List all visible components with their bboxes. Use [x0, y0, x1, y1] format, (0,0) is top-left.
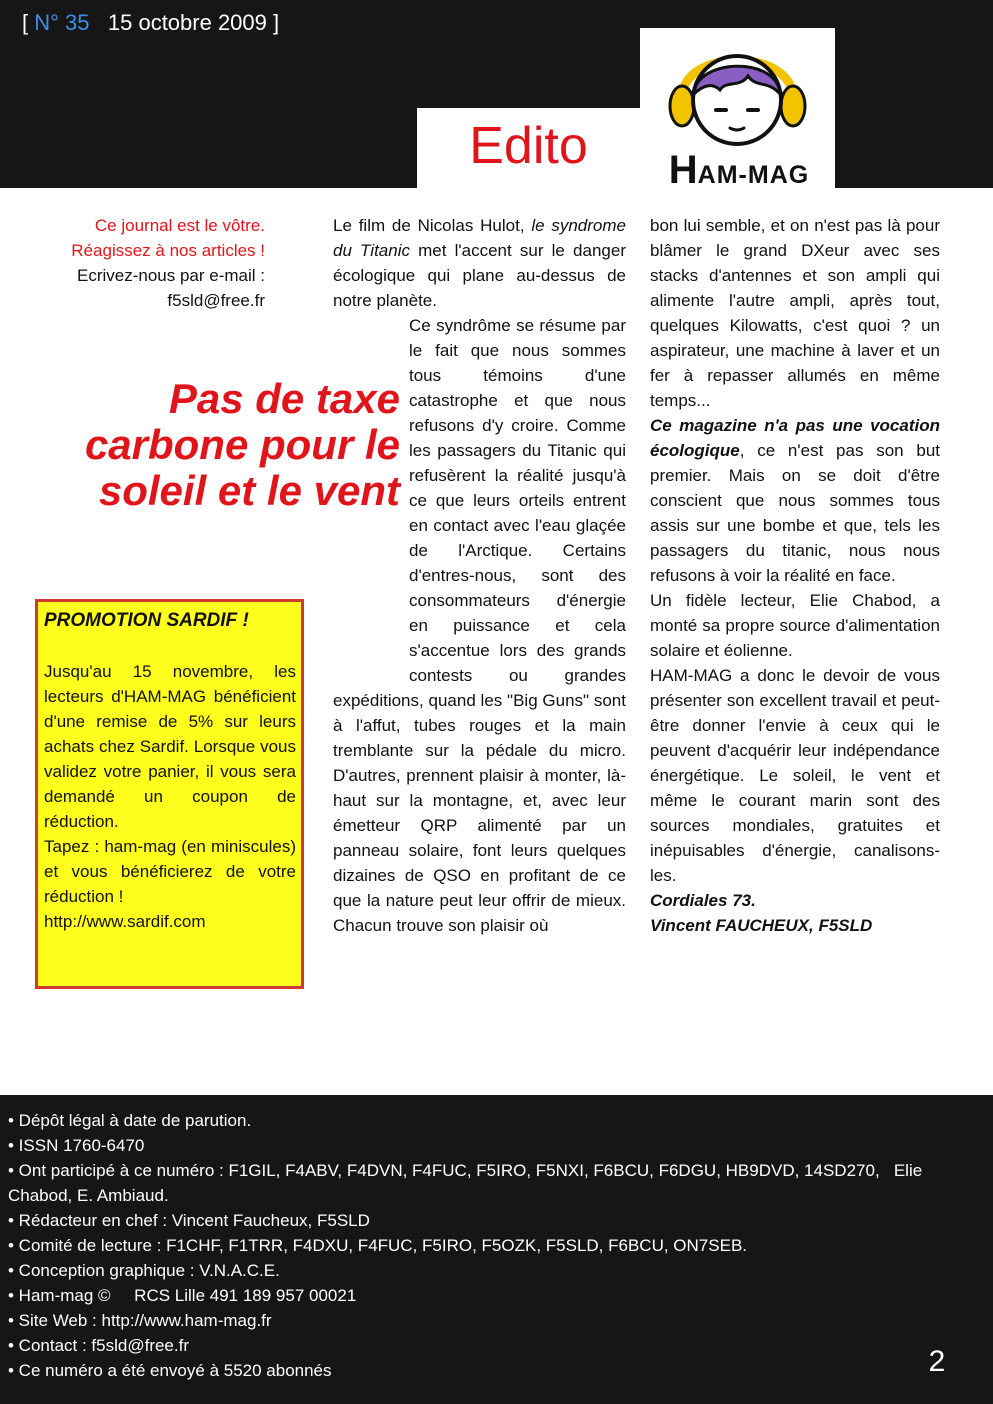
- issue-date: 15 octobre 2009 ]: [107, 10, 280, 35]
- article-headline: Pas de taxe carbone pour le soleil et le vent: [84, 375, 400, 514]
- credit-line: • Conception graphique : V.N.A.C.E.: [8, 1261, 280, 1280]
- mascot-icon: [640, 28, 835, 153]
- contact-line: Réagissez à nos articles !: [71, 241, 265, 260]
- article-paragraph: Ce magazine n'a pas une vocation écologique, ce n'est pas son but premier. Mais on se doit d'être conscient que nous sommes tous assis sur une bombe et que, tels les passagers du titanic, nous nous refusons à voir la réalité en face.: [650, 416, 940, 585]
- credit-line: • Ham-mag © RCS Lille 491 189 957 00021: [8, 1286, 357, 1305]
- credit-line: • Site Web : http://www.ham-mag.fr: [8, 1311, 272, 1330]
- contact-email: f5sld@free.fr: [167, 291, 265, 310]
- section-title: Edito: [469, 117, 588, 175]
- article-column-middle: [333, 213, 626, 938]
- contact-line: Ecrivez-nous par e-mail :: [76, 266, 265, 285]
- closing-line: Cordiales 73.: [650, 891, 756, 910]
- credit-line: • Dépôt légal à date de parution.: [8, 1111, 252, 1130]
- article-paragraph: HAM-MAG a donc le devoir de vous présenter son excellent travail et peut-être donner l'envie à ceux qui le peuvent d'acquérir leur indépendance énergétique. Le soleil, le vent et même le courant marin sont des sources mondiales, gratuites et inépuisables d'énergie, canalisons-les.: [650, 666, 940, 885]
- page-footer: [0, 1095, 993, 1404]
- section-title-box: [417, 108, 640, 188]
- issue-number: N° 35: [34, 10, 90, 35]
- article-paragraph: Le film de Nicolas Hulot, le syndrome du Titanic met l'accent sur le danger écologique qui plane au-dessus de notre planète.: [333, 216, 626, 310]
- issue-info: [22, 10, 279, 36]
- contact-line: Ce journal est le vôtre.: [94, 216, 265, 235]
- credit-line: • Contact : f5sld@free.fr: [8, 1336, 189, 1355]
- article-paragraph: Un fidèle lecteur, Elie Chabod, a monté sa propre source d'alimentation solaire et éolienne.: [650, 591, 940, 660]
- article-paragraph: Ce syndrôme se résume par le fait que nous sommes tous témoins d'une catastrophe et que nous refusons d'y croire. Comme les passagers du Titanic qui refusèrent la réalité jusqu'à ce que leurs orteils entrent en contact avec l'eau glaçée de l'Arctique. Certains d'entres-nous, sont des consommateurs d'énergie en puissance et cela s'accentue lors des grands contests ou grandes expéditions, quand les "Big Guns" sont à l'affut, tubes rouges et la main tremblante sur la pédale du micro. D'autres, prennent plaisir à monter, là-haut sur la montagne, et, avec leur émetteur QRP alimenté par un panneau solaire, font leurs quelques dizaines de QSO en profitant de ce que la nature peut leur offrir de mieux. Chacun trouve son plaisir où: [333, 316, 626, 935]
- promo-link[interactable]: http://www.sardif.com: [44, 912, 206, 931]
- article-paragraph: bon lui semble, et on n'est pas là pour blâmer le grand DXeur avec ses stacks d'antennes et son ampli qui alimente l'autre ampli, après tout, quelques Kilowatts, c'est quoi ? un aspirateur, une machine à laver et un fer à repasser allumés en même temps...: [650, 216, 940, 410]
- headline-spacer: [333, 313, 409, 688]
- credit-line: • Rédacteur en chef : Vincent Faucheux, F5SLD: [8, 1211, 370, 1230]
- promo-paragraph: Jusqu'au 15 novembre, les lecteurs d'HAM-MAG bénéficient d'une remise de 5% sur leurs achats chez Sardif. Lorsque vous validez votre panier, il vous sera demandé un coupon de réduction.: [44, 662, 296, 831]
- ham-mag-logo: [640, 28, 835, 188]
- contact-note: [20, 213, 265, 313]
- credit-line: • Ce numéro a été envoyé à 5520 abonnés: [8, 1361, 332, 1380]
- article-column-right: [650, 213, 940, 938]
- promo-box: [35, 599, 304, 989]
- page-header: [0, 0, 993, 188]
- credit-line: • ISSN 1760-6470: [8, 1136, 145, 1155]
- promo-paragraph: Tapez : ham-mag (en miniscules) et vous bénéficierez de votre réduction !: [44, 837, 296, 906]
- issue-bracket: [: [22, 10, 29, 35]
- promo-title: PROMOTION SARDIF !: [44, 610, 249, 631]
- logo-wordmark: HAM-MAG: [668, 148, 810, 188]
- credits-list: [8, 1108, 968, 1383]
- credit-line: • Comité de lecture : F1CHF, F1TRR, F4DXU, F4FUC, F5IRO, F5OZK, F5SLD, F6BCU, ON7SEB.: [8, 1236, 748, 1255]
- signature: Vincent FAUCHEUX, F5SLD: [650, 916, 873, 935]
- credit-line: • Ont participé à ce numéro : F1GIL, F4ABV, F4DVN, F4FUC, F5IRO, F5NXI, F6BCU, F6DGU, HB9DVD, 14SD270, Elie Chabod, E. Ambiaud.: [8, 1161, 927, 1205]
- page-number: 2: [928, 1345, 946, 1378]
